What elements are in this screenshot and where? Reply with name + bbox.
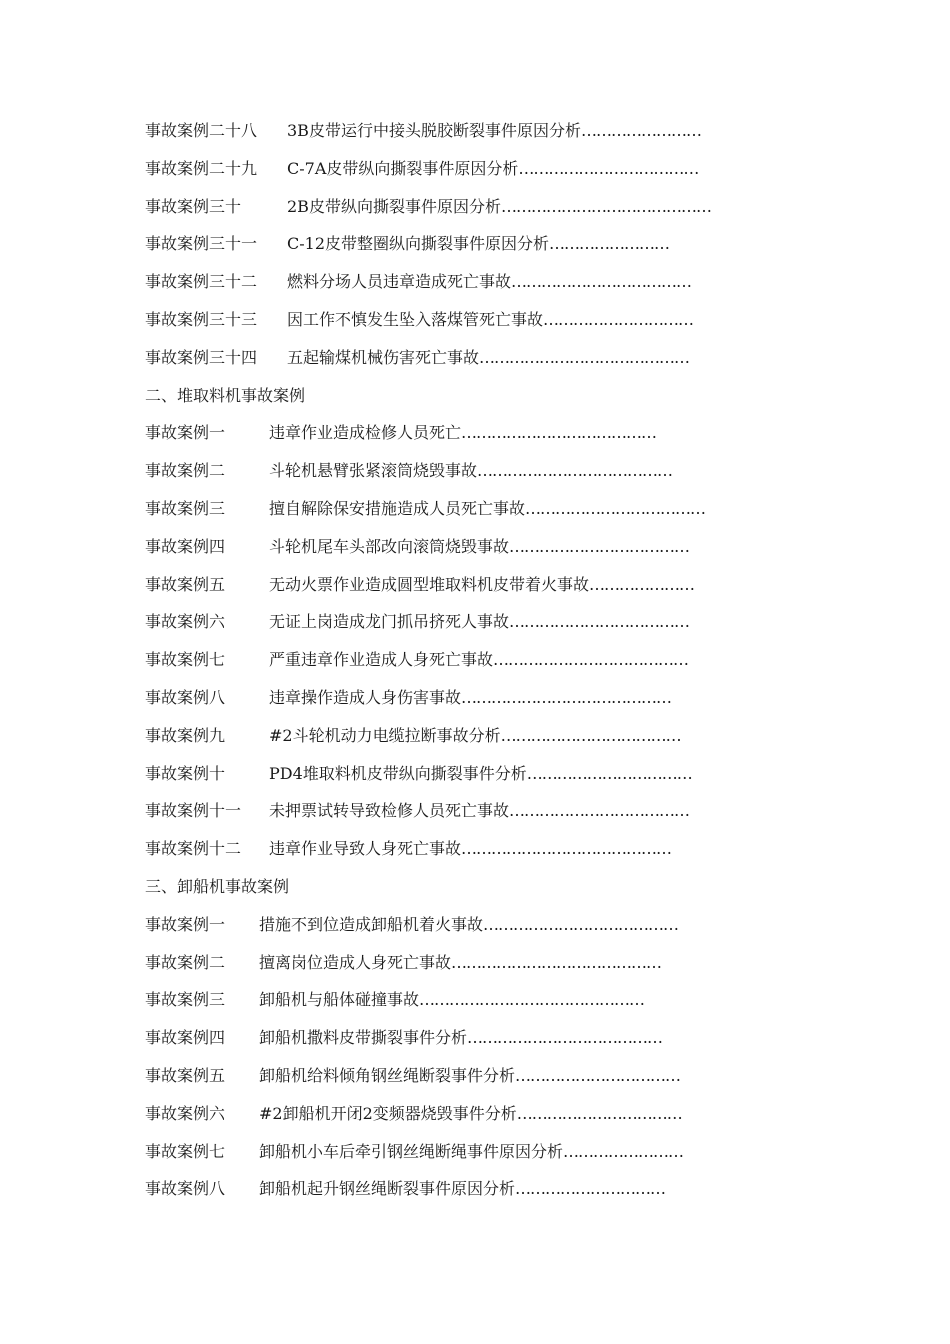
- toc-entry[interactable]: [145, 301, 825, 339]
- toc-entry-label: 事故案例一: [145, 423, 226, 443]
- toc-dot-leader: …………………………………: [483, 914, 679, 934]
- toc-entry-label: 事故案例八: [145, 687, 226, 707]
- toc-entry-label: 事故案例二: [145, 461, 226, 481]
- toc-entry-title: 严重违章作业造成人身死亡事故: [269, 650, 494, 670]
- toc-entry-label: 事故案例七: [145, 1141, 226, 1161]
- toc-entry[interactable]: [145, 755, 825, 793]
- toc-dot-leader: ……………………: [549, 234, 670, 254]
- toc-entry-title: C-7A皮带纵向撕裂事件原因分析: [287, 158, 519, 178]
- toc-entry-title: 卸船机与船体碰撞事故: [259, 990, 420, 1010]
- toc-entry[interactable]: [145, 603, 825, 641]
- toc-dot-leader: ……………………………………: [500, 196, 711, 216]
- toc-entry-title: 2B皮带纵向撕裂事件原因分析: [287, 196, 501, 216]
- toc-entry[interactable]: [145, 792, 825, 830]
- toc-entry-title: 五起输煤机械伤害死亡事故: [287, 347, 480, 367]
- toc-dot-leader: ………………………………: [518, 158, 699, 178]
- toc-entry[interactable]: [145, 1019, 825, 1057]
- toc-dot-leader: ……………………………: [516, 1103, 682, 1123]
- toc-entry[interactable]: [145, 679, 825, 717]
- table-of-contents: [145, 112, 825, 1208]
- toc-entry-label: 事故案例四: [145, 1028, 226, 1048]
- toc-dot-leader: ………………………………: [511, 272, 692, 292]
- toc-entry-label: 事故案例三十: [145, 196, 242, 216]
- toc-entry-label: 事故案例六: [145, 612, 226, 632]
- toc-entry-title: 擅离岗位造成人身死亡事故: [259, 952, 452, 972]
- toc-entry[interactable]: [145, 981, 825, 1019]
- toc-entry-title: #2斗轮机动力电缆拉断事故分析: [269, 725, 501, 745]
- toc-entry-title: 措施不到位造成卸船机着火事故: [259, 914, 484, 934]
- toc-entry[interactable]: [145, 188, 825, 226]
- toc-entry-title: 未押票试转导致检修人员死亡事故: [269, 801, 510, 821]
- toc-entry-title: PD4堆取料机皮带纵向撕裂事件分析: [269, 763, 527, 783]
- toc-entry-title: #2卸船机开闭2变频器烧毁事件分析: [259, 1103, 517, 1123]
- toc-entry-title: C-12皮带整圈纵向撕裂事件原因分析: [287, 234, 550, 254]
- toc-entry-title: 因工作不慎发生坠入落煤管死亡事故: [287, 309, 544, 329]
- toc-entry[interactable]: [145, 1057, 825, 1095]
- toc-entry[interactable]: [145, 150, 825, 188]
- toc-dot-leader: …………………: [589, 574, 695, 594]
- toc-dot-leader: ……………………………………: [461, 839, 672, 859]
- toc-entry-label: 事故案例三: [145, 498, 226, 518]
- toc-entry-title: 3B皮带运行中接头脱胶断裂事件原因分析: [287, 121, 581, 140]
- toc-entry[interactable]: [145, 641, 825, 679]
- toc-dot-leader: ……………………: [563, 1141, 684, 1161]
- toc-entry[interactable]: [145, 528, 825, 566]
- toc-entry-label: 事故案例三十四: [145, 347, 258, 367]
- section-heading: 三、卸船机事故案例: [145, 876, 290, 896]
- toc-entry-title: 违章作业造成检修人员死亡: [269, 423, 462, 443]
- toc-entry-label: 事故案例五: [145, 1065, 226, 1085]
- toc-entry-label: 事故案例十二: [145, 839, 242, 859]
- toc-dot-leader: ……………………………………: [479, 347, 690, 367]
- toc-entry[interactable]: [145, 1170, 825, 1208]
- toc-entry-title: 卸船机撒料皮带撕裂事件分析: [259, 1028, 468, 1048]
- toc-dot-leader: ………………………………: [525, 498, 706, 518]
- toc-dot-leader: …………………………………: [493, 650, 689, 670]
- toc-entry[interactable]: [145, 1133, 825, 1171]
- toc-dot-leader: ………………………………: [509, 612, 690, 632]
- toc-entry-label: 事故案例三十一: [145, 234, 258, 254]
- toc-entry-title: 违章作业导致人身死亡事故: [269, 839, 462, 859]
- toc-entry-title: 燃料分场人员违章造成死亡事故: [287, 272, 512, 292]
- toc-dot-leader: …………………………: [543, 309, 694, 329]
- toc-dot-leader: ………………………………………: [419, 990, 645, 1010]
- toc-entry[interactable]: [145, 906, 825, 944]
- toc-dot-leader: …………………………………: [461, 423, 657, 443]
- toc-dot-leader: ………………………………: [500, 725, 681, 745]
- toc-dot-leader: …………………………………: [477, 461, 673, 481]
- toc-entry[interactable]: [145, 830, 825, 868]
- toc-entry[interactable]: [145, 566, 825, 604]
- toc-entry-title: 无动火票作业造成圆型堆取料机皮带着火事故: [269, 574, 590, 594]
- toc-entry-label: 事故案例五: [145, 574, 226, 594]
- toc-entry[interactable]: [145, 414, 825, 452]
- toc-entry-title: 斗轮机悬臂张紧滚筒烧毁事故: [269, 461, 478, 481]
- toc-entry-label: 事故案例三: [145, 990, 226, 1010]
- toc-dot-leader: …………………………: [515, 1179, 666, 1199]
- toc-entry[interactable]: [145, 717, 825, 755]
- toc-entry[interactable]: [145, 944, 825, 982]
- toc-entry-title: 卸船机给料倾角钢丝绳断裂事件分析: [259, 1065, 516, 1085]
- toc-entry-label: 事故案例一: [145, 914, 226, 934]
- toc-dot-leader: ………………………………: [509, 801, 690, 821]
- toc-dot-leader: ……………………………………: [451, 952, 662, 972]
- toc-dot-leader: ……………………: [580, 121, 701, 140]
- toc-dot-leader: ……………………………: [526, 763, 692, 783]
- toc-entry[interactable]: [145, 225, 825, 263]
- toc-entry[interactable]: [145, 339, 825, 377]
- toc-entry-label: 事故案例二十九: [145, 158, 258, 178]
- toc-entry-label: 事故案例十一: [145, 801, 242, 821]
- section-heading: 二、堆取料机事故案例: [145, 385, 306, 405]
- toc-entry-title: 无证上岗造成龙门抓吊挤死人事故: [269, 612, 510, 632]
- toc-entry[interactable]: [145, 452, 825, 490]
- toc-entry[interactable]: [145, 112, 825, 150]
- toc-dot-leader: …………………………………: [467, 1028, 663, 1048]
- toc-entry-title: 违章操作造成人身伤害事故: [269, 687, 462, 707]
- toc-entry-title: 卸船机小车后牵引钢丝绳断绳事件原因分析: [259, 1141, 564, 1161]
- toc-entry[interactable]: [145, 1095, 825, 1133]
- toc-entry-label: 事故案例六: [145, 1103, 226, 1123]
- toc-entry-label: 事故案例九: [145, 725, 226, 745]
- toc-dot-leader: ……………………………………: [461, 687, 672, 707]
- toc-entry-label: 事故案例八: [145, 1179, 226, 1199]
- toc-dot-leader: ………………………………: [509, 536, 690, 556]
- toc-entry-label: 事故案例十: [145, 763, 226, 783]
- toc-entry-label: 事故案例二十八: [145, 121, 258, 140]
- toc-entry[interactable]: [145, 490, 825, 528]
- toc-dot-leader: ……………………………: [515, 1065, 681, 1085]
- toc-entry[interactable]: [145, 263, 825, 301]
- toc-entry-label: 事故案例七: [145, 650, 226, 670]
- toc-entry-label: 事故案例三十三: [145, 309, 258, 329]
- toc-entry-title: 擅自解除保安措施造成人员死亡事故: [269, 498, 526, 518]
- toc-entry-label: 事故案例四: [145, 536, 226, 556]
- toc-entry-label: 事故案例二: [145, 952, 226, 972]
- toc-entry-label: 事故案例三十二: [145, 272, 258, 292]
- toc-entry-title: 斗轮机尾车头部改向滚筒烧毁事故: [269, 536, 510, 556]
- toc-entry-title: 卸船机起升钢丝绳断裂事件原因分析: [259, 1179, 516, 1199]
